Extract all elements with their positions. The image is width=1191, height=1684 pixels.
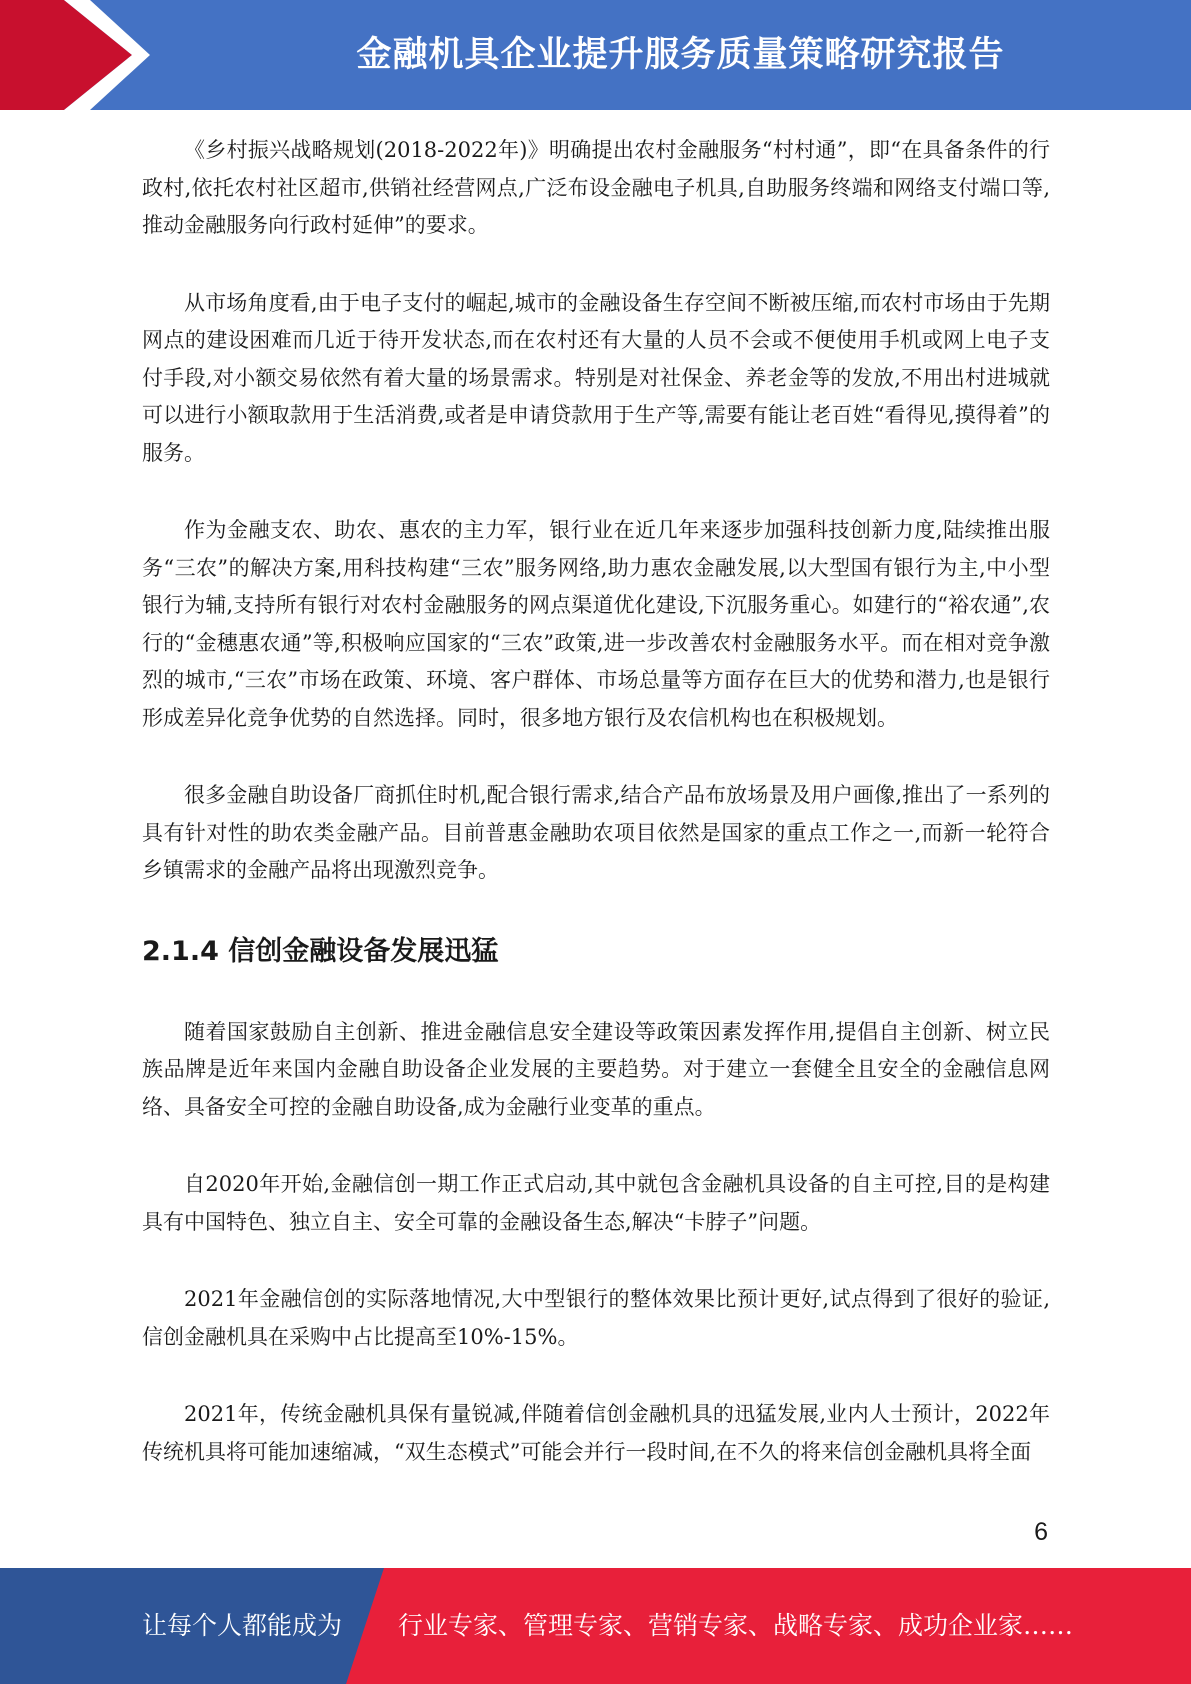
- section-heading: 2.1.4 信创金融设备发展迅猛: [142, 935, 499, 967]
- body-paragraph: 自2020年开始,金融信创一期工作正式启动,其中就包含金融机具设备的自主可控,目的是构建具有中国特色、独立自主、安全可靠的金融设备生态,解决“卡脖子”问题。: [142, 1172, 1050, 1234]
- page-header: [0, 0, 1191, 110]
- body-paragraph: 2021年金融信创的实际落地情况,大中型银行的整体效果比预计更好,试点得到了很好的验证,信创金融机具在采购中占比提高至10%-15%。: [142, 1287, 1050, 1349]
- page-content: [142, 132, 1050, 1511]
- report-title: 金融机具企业提升服务质量策略研究报告: [356, 35, 1005, 75]
- footer-slogan-right: 行业专家、管理专家、营销专家、战略专家、成功企业家……: [398, 1611, 1074, 1640]
- body-paragraph: 很多金融自助设备厂商抓住时机,配合银行需求,结合产品布放场景及用户画像,推出了一系列的具有针对性的助农类金融产品。目前普惠金融助农项目依然是国家的重点工作之一,而新一轮符合乡镇需求的金融产品将出现激烈竞争。: [142, 783, 1050, 882]
- body-paragraph: 《乡村振兴战略规划(2018-2022年)》明确提出农村金融服务“村村通”，即“在具备条件的行政村,依托农村社区超市,供销社经营网点,广泛布设金融电子机具,自助服务终端和网络支付端口等,推动金融服务向行政村延伸”的要求。: [142, 138, 1050, 237]
- body-paragraph: 随着国家鼓励自主创新、推进金融信息安全建设等政策因素发挥作用,提倡自主创新、树立民族品牌是近年来国内金融自助设备企业发展的主要趋势。对于建立一套健全且安全的金融信息网络、具备安全可控的金融自助设备,成为金融行业变革的重点。: [142, 1019, 1050, 1119]
- page-number: 6: [1034, 1518, 1048, 1546]
- body-paragraph: 2021年，传统金融机具保有量锐减,伴随着信创金融机具的迅猛发展,业内人士预计，2022年传统机具将可能加速缩减，“双生态模式”可能会并行一段时间,在不久的将来信创金融机具将全面: [142, 1402, 1050, 1464]
- body-paragraph: 从市场角度看,由于电子支付的崛起,城市的金融设备生存空间不断被压缩,而农村市场由于先期网点的建设困难而几近于待开发状态,而在农村还有大量的人员不会或不便使用手机或网上电子支付手段,对小额交易依然有着大量的场景需求。特别是对社保金、养老金等的发放,不用出村进城就可以进行小额取款用于生活消费,或者是申请贷款用于生产等,需要有能让老百姓“看得见,摸得着”的服务。: [142, 290, 1050, 465]
- body-paragraph: 作为金融支农、助农、惠农的主力军，银行业在近几年来逐步加强科技创新力度,陆续推出服务“三农”的解决方案,用科技构建“三农”服务网络,助力惠农金融发展,以大型国有银行为主,中小型银行为辅,支持所有银行对农村金融服务的网点渠道优化建设,下沉服务重心。如建行的“裕农通”,农行的“金穗惠农通”等,积极响应国家的“三农”政策,进一步改善农村金融服务水平。而在相对竞争激烈的城市,“三农”市场在政策、环境、客户群体、市场总量等方面存在巨大的优势和潜力,也是银行形成差异化竞争优势的自然选择。同时，很多地方银行及农信机构也在积极规划。: [142, 518, 1050, 730]
- footer-slogan-left: 让每个人都能成为: [142, 1611, 343, 1640]
- page-footer: [0, 1568, 1191, 1684]
